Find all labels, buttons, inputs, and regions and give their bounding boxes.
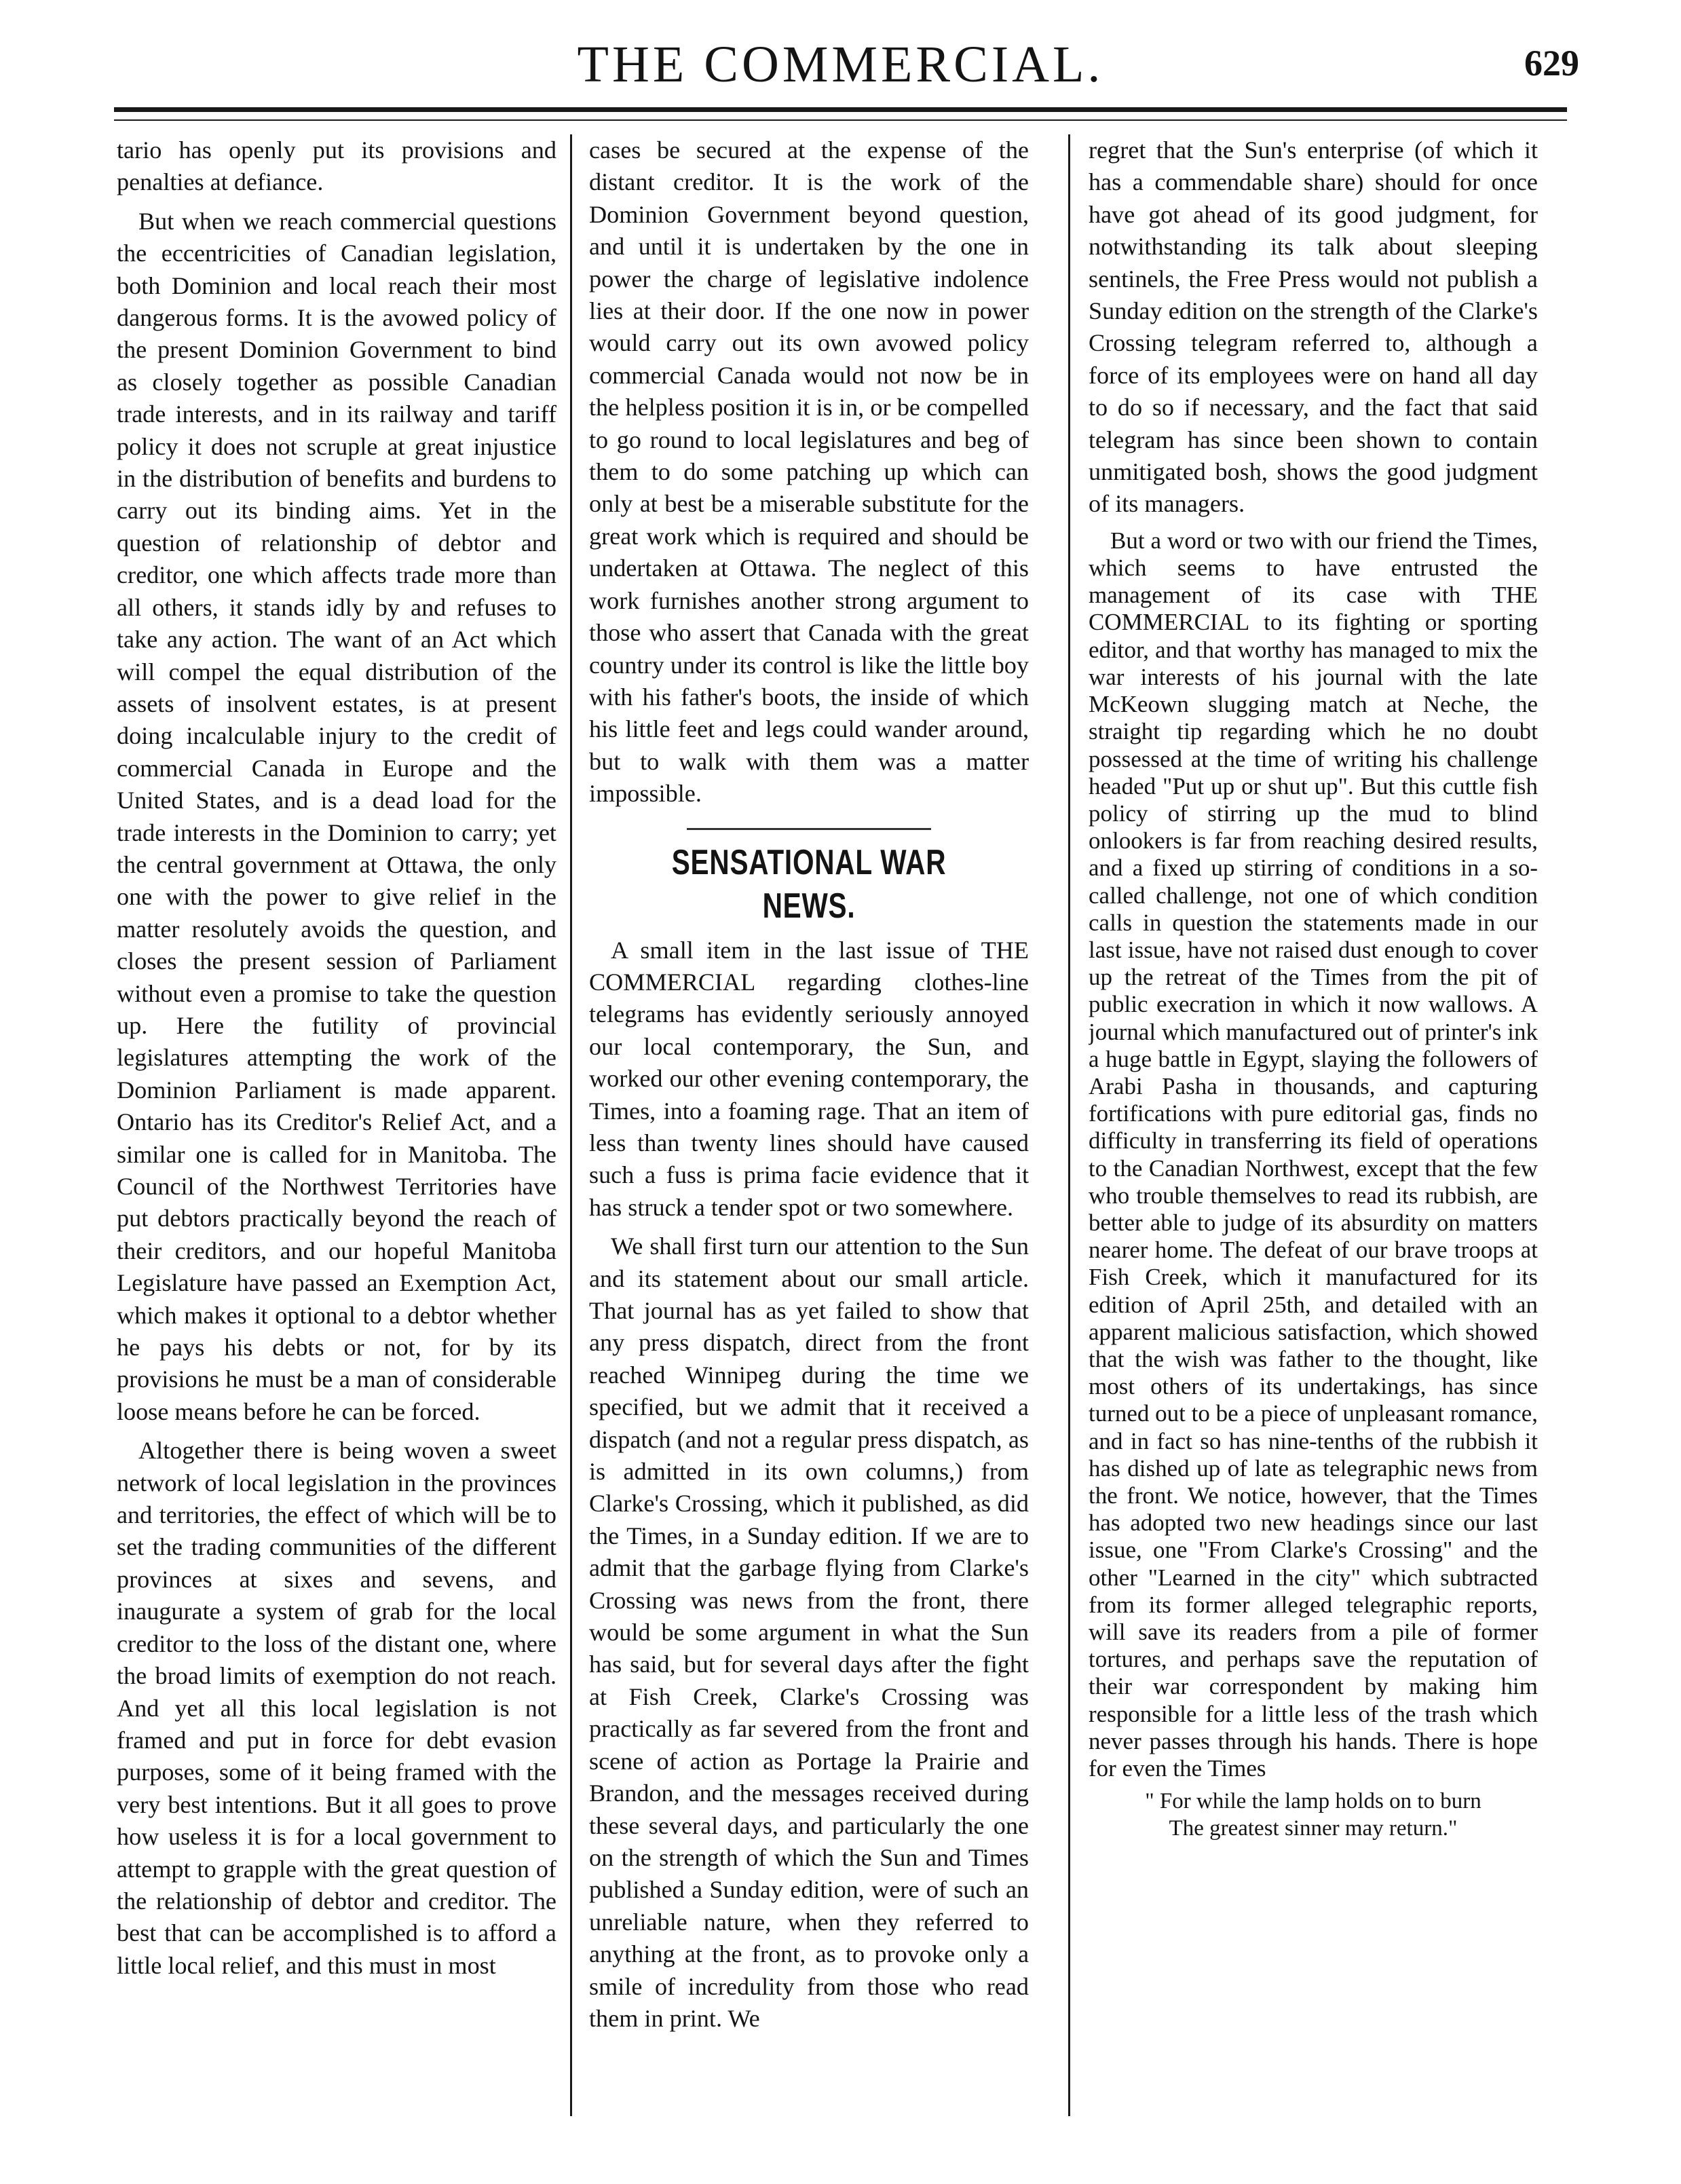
column-divider-1 [570, 134, 572, 2116]
headline-sensational-war-news: SENSATIONAL WAR NEWS. [671, 842, 947, 926]
column-3 [1089, 134, 1538, 2116]
closing-verse [1089, 1788, 1538, 1842]
masthead-rule-thin [114, 119, 1567, 121]
column-3-paragraph-2: But a word or two with our friend the Times, which seems to have entrusted the management of its case with THE COMMERCIAL to its fighting or sporting editor, and that worthy has managed to mix the war interests of his journal with the late McKeown slugging match at Neche, the straight tip regarding which he no doubt possessed at the time of writing his challenge headed "Put up or shut up". But this cuttle fish policy of stirring up the mud to blind onlookers is far from reaching desired results, and a fixed up stirring of conditions in a so-called challenge, not one of which condition calls in question the statements made in our last issue, have not raised dust enough to cover up the retreat of the Times from the pit of public execration in which it now wallows. A journal which manufactured out of printer's ink a huge battle in Egypt, slaying the followers of Arabi Pasha in thousands, and capturing fortifications with pure editorial gas, finds no difficulty in transferring its field of operations to the Canadian Northwest, except that the few who trouble themselves to read its rubbish, are better able to judge of its absurdity on matters nearer home. The defeat of our brave troops at Fish Creek, which it manufactured for its edition of April 25th, and detailed with an apparent malicious satisfaction, which showed that the wish was father to the thought, like most others of its undertakings, has since turned out to be a piece of unpleasant romance, and in fact so has nine-tenths of the rubbish it has dished up of late as telegraphic news from the front. We notice, however, that the Times has adopted two new headings since our last issue, one "From Clarke's Crossing" and the other "Learned in the city" which subtracted from its former alleged telegraphic reports, will save its readers from a pile of former tortures, and perhaps save the reputation of their war correspondent by making him responsible for a little less of the trash which never passes through his hands. There is hope for even the Times [1089, 527, 1538, 1782]
column-1-paragraph-1: tario has openly put its provisions and penalties at defiance. [117, 136, 556, 196]
page-number: 629 [1524, 43, 1579, 83]
column-2 [589, 134, 1029, 2116]
column-3-paragraph-1: regret that the Sun's enterprise (of which it has a commendable share) should for once have got ahead of its good judgment, for notwithstanding its talk about sleeping sentinels, the Free Press would not publish a Sunday edition on the strength of the Clarke's Crossing telegram referred to, although a force of its employees were on hand all day to do so if necessary, and the fact that said telegram has since been shown to contain unmitigated bosh, shows the good judgment of its managers. [1089, 136, 1538, 518]
column-2-paragraph-3: We shall first turn our attention to the Sun and its statement about our small article. That journal has as yet failed to show that any press dispatch, direct from the front reached Winnipeg during the time we specified, but we admit that it received a dispatch (and not a regular press dispatch, as is admitted in its own columns,) from Clarke's Crossing, which it published, as did the Times, in a Sunday edition. If we are to admit that the garbage flying from Clarke's Crossing was news from the front, there would be some argument in what the Sun has said, but for several days after the fight at Fish Creek, Clarke's Crossing was practically as far severed from the front and scene of action as Portage la Prairie and Brandon, and the messages received during these several days, and particularly the one on the strength of which the Sun and Times published a Sunday edition, were of such an unreliable nature, when they referred to anything at the front, as to provoke only a smile of incredulity from those who read them in print. We [589, 1232, 1029, 2032]
headline-rule [687, 828, 931, 830]
closing-verse-line-1: " For while the lamp holds on to burn [1145, 1789, 1481, 1814]
column-2-paragraph-1: cases be secured at the expense of the distant creditor. It is the work of the Dominion Government beyond question, and until it is undertaken by the one in power the charge of legislative indolence lies at their door. If the one now in power would carry out its own avowed policy commercial Canada would not now be in the helpless position it is in, or be compelled to go round to local legislatures and beg of them to do some patching up which can only at best be a miserable substitute for the great work which is required and should be undertaken at Ottawa. The neglect of this work furnishes another strong argument to those who assert that Canada with the great country under its control is like the little boy with his father's boots, the inside of which his little feet and legs could wander around, but to walk with them was a matter impossible. [589, 136, 1029, 808]
masthead-title: THE COMMERCIAL. [577, 36, 1104, 93]
column-1-paragraph-2: But when we reach commercial questions the eccentricities of Canadian legislation, both Dominion and local reach their most dangerous forms. It is the avowed policy of the present Dominion Government to bind as closely together as possible Canadian trade interests, and in its railway and tariff policy it does not scruple at great injustice in the distribution of benefits and burdens to carry out its binding aims. Yet in the question of relationship of debtor and creditor, one which affects trade more than all others, it stands idly by and refuses to take any action. The want of an Act which will compel the equal distribution of the assets of insolvent estates, is at present doing incalculable injury to the credit of commercial Canada in Europe and the United States, and is a dead load for the trade interests in the Dominion to carry; yet the central government at Ottawa, the only one with the power to give relief in the matter resolutely avoids the question, and closes the present session of Parliament without even a promise to take the question up. Here the futility of provincial legislatures attempting the work of the Dominion Parliament is made apparent. Ontario has its Creditor's Relief Act, and a similar one is called for in Manitoba. The Council of the Northwest Territories have put debtors practically beyond the reach of their creditors, and our hopeful Manitoba Legislature have passed an Exemption Act, which makes it optional to a debtor whether he pays his debts or not, for by its provisions he must be a man of considerable loose means before he can be forced. [117, 207, 556, 1425]
masthead-rule-thick [114, 107, 1567, 112]
closing-verse-line-2: The greatest sinner may return." [1169, 1816, 1458, 1841]
column-divider-2 [1068, 134, 1070, 2116]
column-1 [117, 134, 556, 2116]
column-1-paragraph-3: Altogether there is being woven a sweet network of local legislation in the provinces and territories, the effect of which will be to set the trading communities of the different provinces at sixes and sevens, and inaugurate a system of grab for the local creditor to the loss of the distant one, where the broad limits of exemption do not reach. And yet all this local legislation is not framed and put in force for debt evasion purposes, some of it being framed with the very best intentions. But it all goes to prove how useless it is for a local government to attempt to grapple with the great question of the relationship of debtor and creditor. The best that can be accomplished is to afford a little local relief, and this must in most [117, 1437, 556, 1979]
column-2-paragraph-2: A small item in the last issue of THE COMMERCIAL regarding clothes-line telegrams has evidently seriously annoyed our local contemporary, the Sun, and worked our other evening contemporary, the Times, into a foaming rage. That an item of less than twenty lines should have caused such a fuss is prima facie evidence that it has struck a tender spot or two somewhere. [589, 936, 1029, 1221]
